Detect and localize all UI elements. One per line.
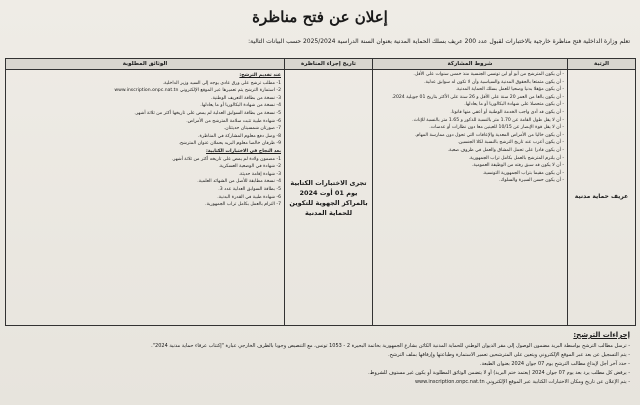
header-conditions: شروط المشاركة: [373, 59, 568, 70]
condition-item: - أن يكون متحصلا على شهادة البكالوريا أو ما يعادلها.: [464, 102, 564, 108]
document-item: 6- شهادة طبية تثبت سلامة المترشح من الأمراض.: [186, 118, 281, 124]
header-grade: الرتبة: [568, 59, 636, 70]
exam-date-cell: تجرى الاختبارات الكتابية يوم 01 أوت 2024 بالمراكز الجهوية للتكوين للحماية المدنية: [285, 70, 373, 326]
condition-item: - أن لا يقل طول القامة عن 1.70 متر بالنسبة للذكور و 1.65 متر بالنسبة للإناث.: [412, 117, 564, 123]
document-item: 1- مطلب ترشح على ورق عادي يوجه إلى السيد وزير الداخلية.: [162, 80, 281, 86]
document-item: 5- نسخة من بطاقة السوابق العدلية لم يمض على تاريخها أكثر من ثلاثة أشهر.: [134, 110, 281, 116]
condition-item: - أن يلتزم المترشح بالعمل بكامل تراب الجمهورية.: [468, 155, 564, 161]
document-item: 4- نسخة من شهادة البكالوريا أو ما يعادلها.: [200, 103, 281, 109]
condition-item: - أن يكون قد أدى واجب الخدمة الوطنية أو أعفي منها قانونا.: [450, 109, 564, 115]
condition-item: - أن يكون خاليا من الأمراض المعدية والإعاقات التي تحول دون ممارسة المهام.: [414, 132, 564, 138]
header-exam-date: تاريخ إجراء المناظرة: [285, 59, 373, 70]
condition-item: - أن يكون متمتعا بالحقوق المدنية والسياسية وأن لا تكون له سوابق عدلية.: [424, 79, 564, 85]
conditions-cell: [373, 70, 568, 326]
procedure-item: - يتم الإعلان عن تاريخ ومكان الاختبارات الكتابية عبر الموقع الإلكتروني www.inscription.onpc.nat.tn: [414, 379, 630, 385]
competition-table: [5, 58, 636, 326]
documents-subheading: بعد النجاح في الاختبارات الكتابية:: [206, 148, 281, 154]
condition-item: - أن لا يكون قد سبق رفته من الوظيفة العمومية.: [471, 163, 564, 169]
document-item: 3- شهادة إقامة حديثة.: [238, 171, 281, 177]
documents-subheading: عند تقديم الترشح:: [239, 73, 281, 78]
intro-text: تعلم وزارة الداخلية فتح مناظرة خارجية بالاختبارات لقبول عدد 200 عريف بسلك الحماية المدنية بعنوان السنة الدراسية 2025/2024 حسب البيانات التالية:: [248, 38, 630, 45]
condition-item: - أن يكون مقيما بتراب الجمهورية التونسية.: [482, 170, 564, 176]
procedure-item: - ترسل مطالب الترشح بواسطة البريد مضمون الوصول إلى مقر الديوان الوطني للحماية المدنية الكائن بشارع الجمهورية بخاتمة البحيرة 2 - 1053 تونس، مع التنصيص وجوبا بالظرف الخارجي عبارة "إكتتاب عرفاء حماية مدنية 2024".: [151, 343, 630, 349]
procedure-item: - حدد آخر أجل لإيداع مطالب الترشح يوم 07 جوان 2024 بعنوان الطبعة.: [480, 361, 630, 367]
document-item: 2- استمارة الترشح يتم تعميرها عبر الموقع الإلكتروني www.inscription.onpc.nat.tn: [114, 88, 281, 94]
document-item: 3- نسخة من بطاقة التعريف الوطنية.: [210, 95, 281, 101]
document-item: 7- صورتان شمسيتان حديثتان.: [223, 126, 281, 132]
condition-item: - أن يكون حسن السيرة والسلوك.: [499, 178, 564, 184]
document-item: 9- ظرفان خالصا معلوم البريد يحملان عنوان المترشح.: [178, 141, 281, 147]
condition-item: - أن يكون المترشح من أبو أو ابن تونسي الجنسية منذ خمس سنوات على الأقل.: [413, 72, 564, 77]
page-title: إعلان عن فتح مناظرة: [252, 8, 388, 26]
procedures-title: إجراءات الترشح:: [573, 331, 630, 339]
document-item: 7- التزام بالعمل بكامل تراب الجمهورية.: [205, 202, 281, 208]
document-item: 6- شهادة طبية في القدرة البدنية.: [217, 194, 281, 200]
condition-item: - أن يكون مؤهلا بدنيا وصحيا للعمل بسلك الحماية المدنية.: [455, 87, 564, 93]
procedure-item: - يتم التسجيل عن بعد عبر الموقع الإلكتروني ويتعين على المترشحين تعمير الاستمارة وطباعتها وإرفاقها بملف الترشح.: [388, 352, 630, 358]
condition-item: - أن يكون أعزب عند تاريخ الترشح بالنسبة لكلا الجنسين.: [457, 140, 564, 146]
grade-cell: عريف حماية مدنية: [568, 70, 636, 326]
document-item: 1- مضمون ولادة لم يمض على تاريخه أكثر من ثلاثة أشهر.: [171, 156, 281, 162]
documents-cell: [6, 70, 285, 326]
document-item: 4- نسخة مطابقة للأصل من الشهائد العلمية.: [197, 179, 281, 185]
condition-item: - أن يكون قادرا على تحمل المشاق والعمل في ظروف صعبة.: [447, 147, 564, 153]
procedures-list: [10, 342, 630, 387]
document-item: 8- وصل دفع معلوم المشاركة في المناظرة.: [198, 133, 281, 139]
document-item: 2- شهادة في الوضعية العسكرية.: [218, 164, 281, 170]
procedure-item: - يرفض كل مطلب يرد بعد يوم 07 جوان 2024 (يعتمد ختم البريد) أو لا يتضمن الوثائق المطلوبة أو يكون غير مستوف للشروط.: [368, 370, 630, 376]
header-documents: الوثائق المطلوبة: [6, 59, 285, 70]
document-item: 5- بطاقة السوابق العدلية عدد 3.: [218, 186, 281, 192]
condition-item: - أن لا يقل قوة الإبصار عن 10/15 للعينين معا دون نظارات أو عدسات.: [429, 125, 564, 131]
condition-item: - أن يكون بالغا من العمر 20 سنة على الأقل و 26 سنة على الأكثر بتاريخ 01 جويلية 2024.: [391, 94, 564, 100]
